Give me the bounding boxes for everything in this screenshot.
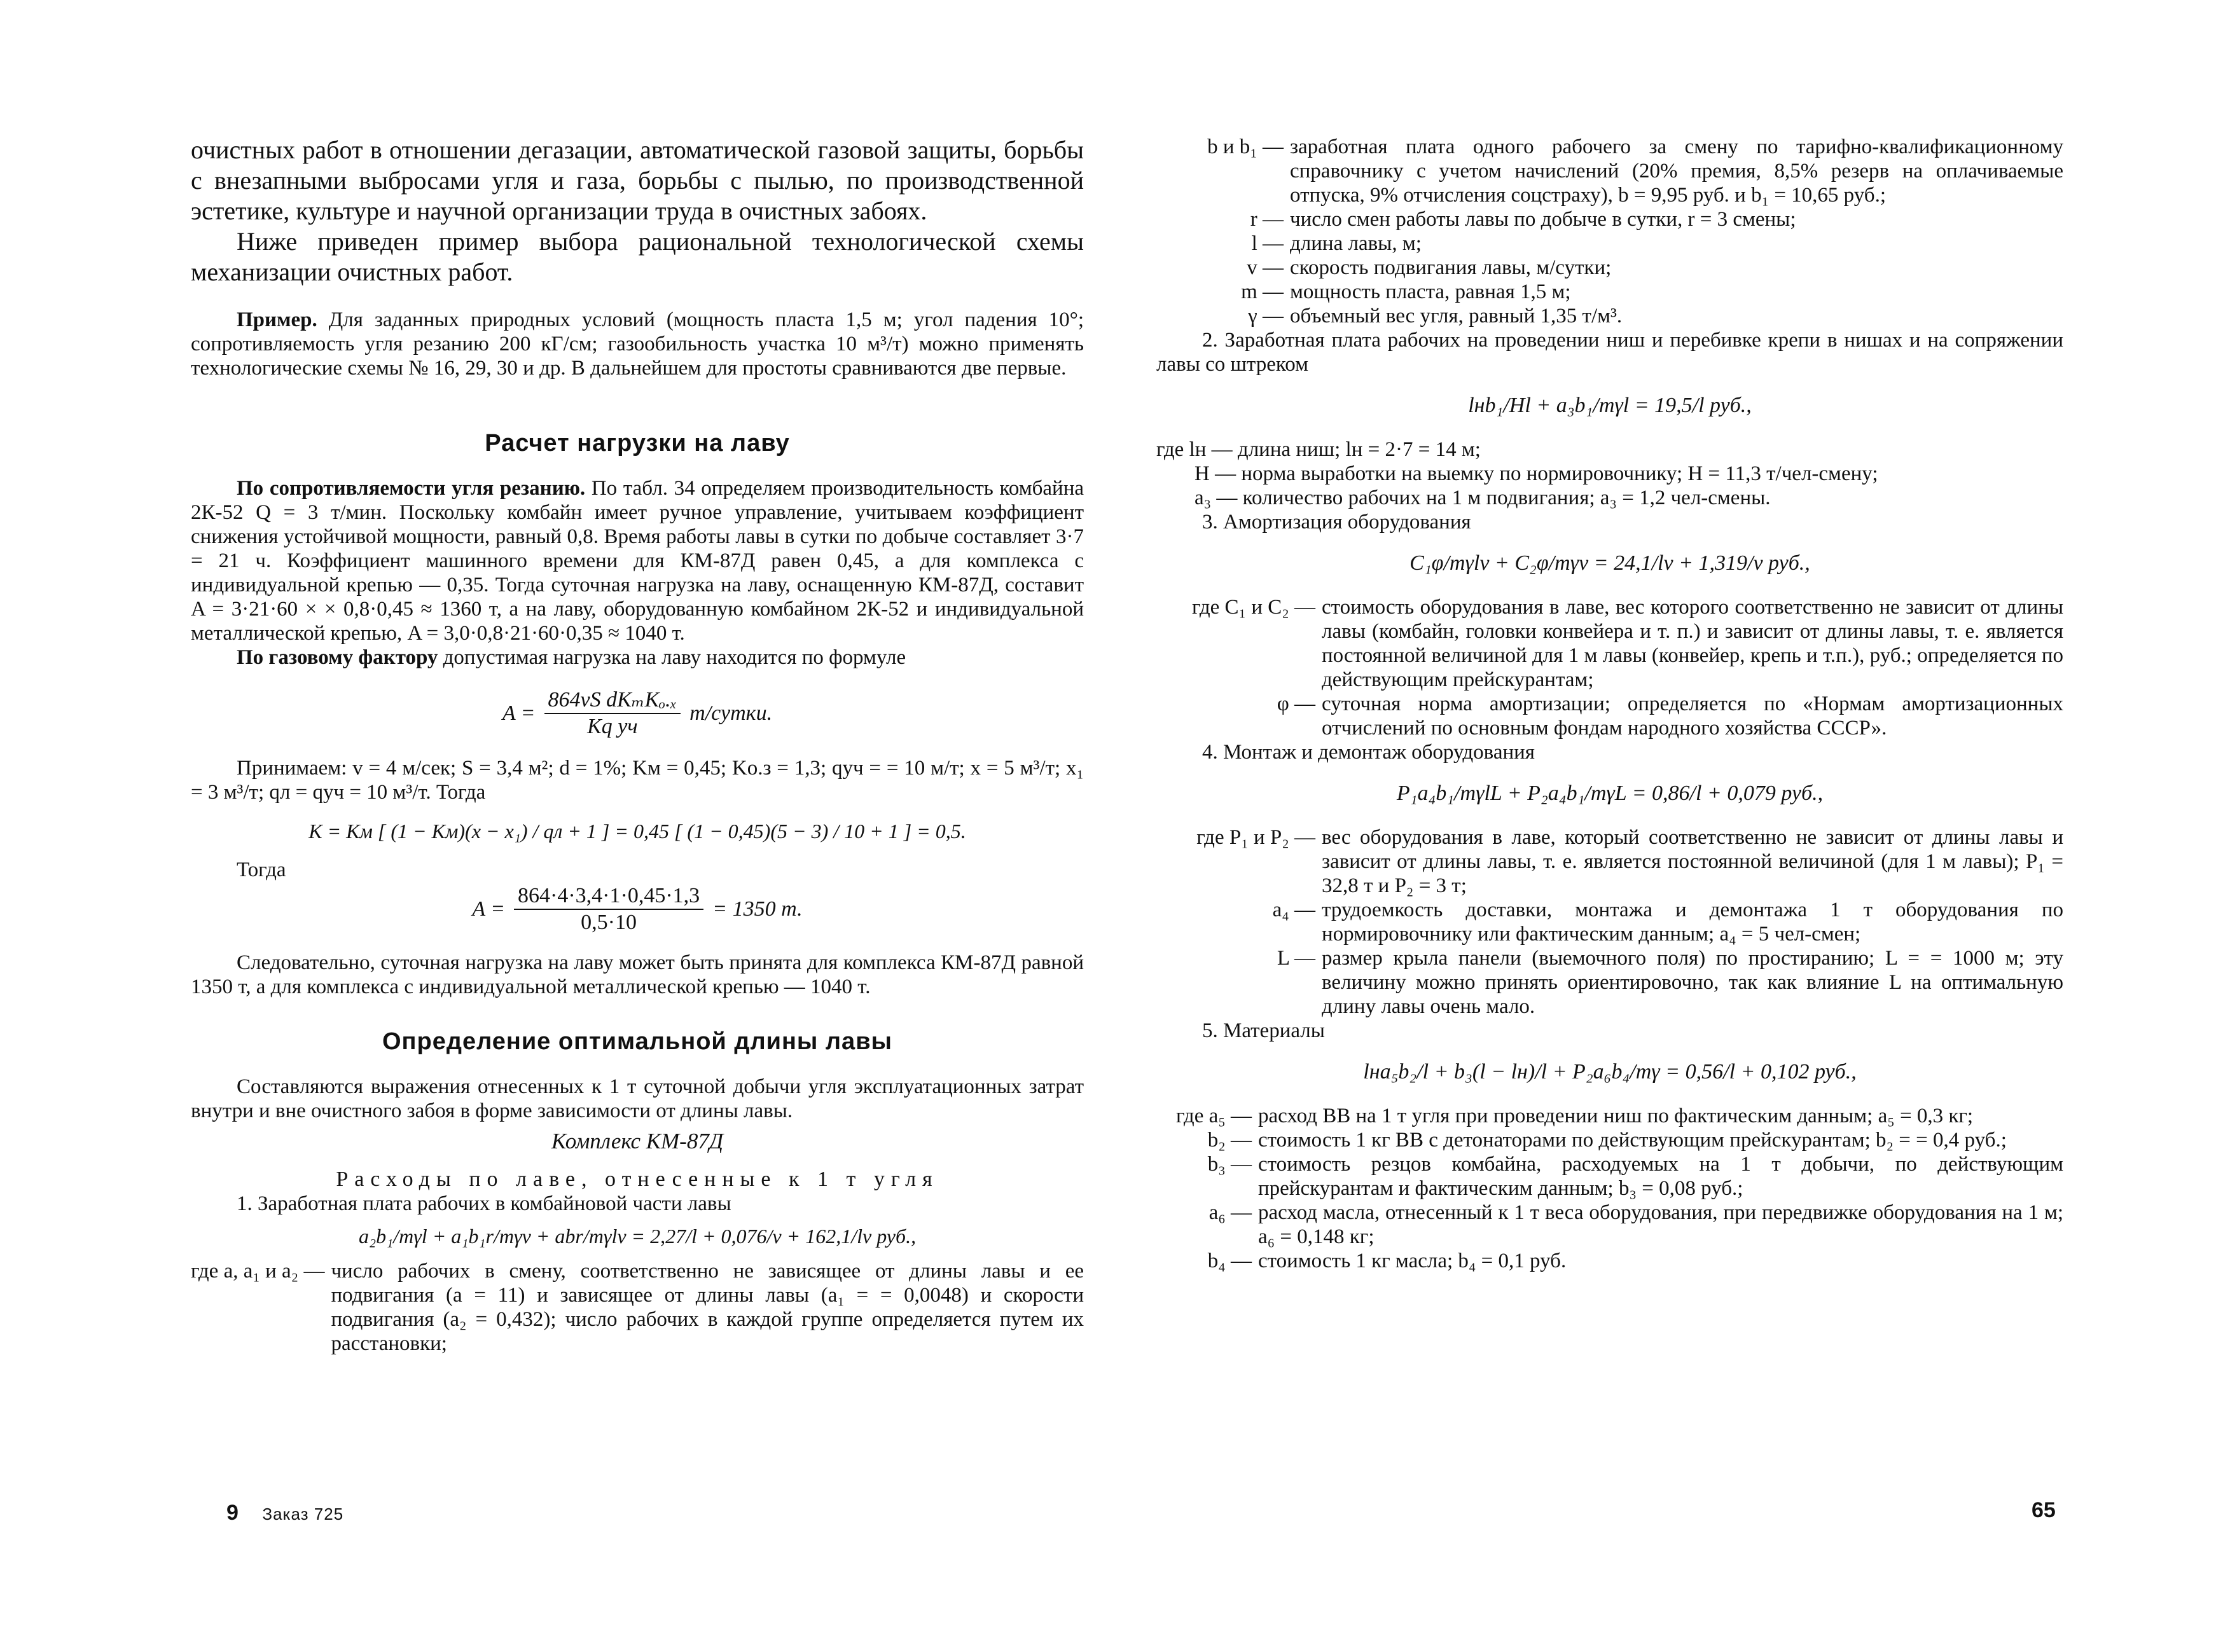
definition-item <box>1156 1128 2063 1152</box>
formula-3: C₁φ/mγlv + C₂φ/mγv = 24,1/lv + 1,319/v руб., <box>1409 551 1810 575</box>
formula-a <box>191 687 1084 740</box>
heading-optimal-length: Определение оптимальной длины лавы <box>382 1028 892 1055</box>
formula-4: P₁a₄b₁/mγlL + P₂a₄b₁/mγL = 0,86/l + 0,079 руб., <box>1396 781 1824 805</box>
definition-text: стоимость 1 кг ВВ с детонаторами по действующим прейскурантам; b₂ = = 0,4 руб.; <box>1258 1129 2007 1152</box>
example-paragraph <box>191 308 1084 380</box>
example-text: Для заданных природных условий (мощность пласта 1,5 м; угол падения 10°; сопротивляемость угля резанию 200 кГ/см; газообильность участка 10 м³/т) можно применять технологические схемы № 16, 29, 30 и др. В дальнейшем для простоты сравниваются две первые. <box>191 308 1084 380</box>
definition-item <box>1156 595 2063 692</box>
definition-text: стоимость резцов комбайна, расходуемых на 1 т добычи, по действующим прейскурантам и фактическим данным; b₃ = 0,08 руб.; <box>1258 1153 2063 1200</box>
definition-text: мощность пласта, равная 1,5 м; <box>1290 280 1571 303</box>
where-1-text: число рабочих в смену, соответственно не зависящее от длины лавы и ее подвигания (a = 11) и зависящее от длины лавы (a₁ = = 0,0048) и скорости подвигания (a₂ = 0,432); число рабочих в каждой группе определяется путем их расстановки; <box>331 1260 1084 1355</box>
definitions-4 <box>1156 825 2063 1019</box>
definition-text: заработная плата одного рабочего за смену по тарифно-квалификационному справочнику с учетом начислений (20% премия, 8,5% резерв на оплачиваемые отпуска, 9% отчисления соцстраху), b = 9,95 руб. и b₁ = 10,65 руб.; <box>1290 135 2063 207</box>
definition-term: v — <box>1247 256 1284 279</box>
heading-load-calc: Расчет нагрузки на лаву <box>485 430 790 457</box>
right-column <box>1156 135 2063 1273</box>
where-2 <box>1156 437 2063 510</box>
signature-mark: Заказ 725 <box>262 1504 344 1524</box>
definition-text: объемный вес угля, равный 1,35 т/м³. <box>1290 305 1623 327</box>
definition-term: L — <box>1277 947 1315 970</box>
definition-term: m — <box>1241 280 1284 303</box>
definition-term: l — <box>1251 232 1284 255</box>
definition-term: a₄ — <box>1272 898 1315 921</box>
definition-term: r — <box>1250 208 1284 231</box>
formula-a2-lhs: A = <box>472 897 506 921</box>
formula-a2-numerator: 864·4·3,4·1·0,45·1,3 <box>514 883 703 910</box>
intro-paragraph-1: очистных работ в отношении дегазации, автоматической газовой защиты, борьбы с внезапными выбросами угля и газа, борьбы с пылью, по производственной эстетике, культуре и научной организации труда в очистных забоях. <box>191 135 1084 225</box>
definition-item <box>1156 280 2063 304</box>
formula-a2-denominator: 0,5·10 <box>581 911 637 934</box>
left-column <box>191 135 1084 1356</box>
formula-a-numerator: 864vS dKₘKₒ.ₓ <box>544 687 681 714</box>
gas-factor-text: допустимая нагрузка на лаву находится по формуле <box>443 646 906 669</box>
where-1-term: где a, a₁ и a₂ — <box>191 1260 325 1283</box>
definition-item <box>1156 304 2063 328</box>
item-3: 3. Амортизация оборудования <box>1202 511 1471 533</box>
accept-paragraph: Принимаем: v = 4 м/сек; S = 3,4 м²; d = 1%; Kм = 0,45; Kо.з = 1,3; qуч = = 10 м/т; x = 5 м³/т; x₁ = 3 м³/т; qл = qуч = 10 м³/т. Тогда <box>191 757 1084 804</box>
definition-text: скорость подвигания лавы, м/сутки; <box>1290 256 1612 279</box>
definitions-3 <box>1156 595 2063 740</box>
example-label: Пример. <box>237 308 317 331</box>
cut-resistance-label: По сопротивляемости угля резанию. <box>237 477 586 500</box>
intro-paragraph-2: Ниже приведен пример выбора рациональной технологической схемы механизации очистных работ. <box>191 227 1084 286</box>
definition-item <box>1156 825 2063 898</box>
where-2-line: H — норма выработки на выемку по нормировочнику; H = 11,3 т/чел-смену; <box>1195 462 1878 485</box>
definition-item <box>1156 1152 2063 1201</box>
definition-text: число смен работы лавы по добыче в сутки, r = 3 смены; <box>1290 208 1796 231</box>
definition-term: γ — <box>1248 305 1284 327</box>
then-label: Тогда <box>237 858 286 881</box>
costs-heading: Расходы по лаве, отнесенные к 1 т угля <box>336 1167 939 1191</box>
definition-text: вес оборудования в лаве, который соответственно не зависит от длины лавы и зависит от длины лавы, т. е. является постоянной величиной (для 1 м лавы); P₁ = 32,8 т и P₂ = 3 т; <box>1322 826 2063 897</box>
definition-item <box>1156 1201 2063 1249</box>
formula-a-denominator: Kq уч <box>587 715 638 738</box>
complex-label: Комплекс КМ-87Д <box>551 1129 724 1153</box>
definition-item <box>1156 207 2063 231</box>
where-1 <box>191 1259 1084 1356</box>
definition-text: трудоемкость доставки, монтажа и демонтажа 1 т оборудования по нормировочнику или фактическим данным; a₄ = 5 чел-смен; <box>1322 898 2063 946</box>
definition-text: стоимость 1 кг масла; b₄ = 0,1 руб. <box>1258 1249 1567 1272</box>
item-1: 1. Заработная плата рабочих в комбайновой части лавы <box>237 1192 731 1215</box>
conclusion-paragraph: Следовательно, суточная нагрузка на лаву может быть принята для комплекса КМ-87Д равной 1350 т, а для комплекса с индивидуальной металлической крепью — 1040 т. <box>191 951 1084 998</box>
formula-2: lнb₁/Hl + a₃b₁/mγl = 19,5/l руб., <box>1468 394 1752 417</box>
gas-factor-label: По газовому фактору <box>237 646 438 669</box>
item-5: 5. Материалы <box>1202 1019 1325 1042</box>
formula-k: K = Kм [ (1 − Kм)(x − x₁) / qл + 1 ] = 0,45 [ (1 − 0,45)(5 − 3) / 10 + 1 ] = 0,5. <box>308 820 966 843</box>
definition-item <box>1156 1249 2063 1273</box>
definition-term: a₆ — <box>1208 1201 1252 1224</box>
definition-term: где P₁ и P₂ — <box>1196 826 1315 849</box>
folio-right: 65 <box>2032 1498 2056 1522</box>
item-2: 2. Заработная плата рабочих на проведении ниш и перебивке крепи в нишах и на сопряжении лавы со штреком <box>1156 329 2063 376</box>
definition-term: b₄ — <box>1207 1249 1252 1272</box>
page-number-right <box>2032 1498 2056 1523</box>
formula-a-lhs: A = <box>502 701 536 725</box>
formula-1: a₂b₁/mγl + a₁b₁r/mγv + abr/mγlv = 2,27/l + 0,076/v + 162,1/lv руб., <box>358 1225 917 1248</box>
definition-text: суточная норма амортизации; определяется по «Нормам амортизационных отчислений по основным фондам народного хозяйства СССР». <box>1322 692 2063 740</box>
definition-item <box>1156 231 2063 256</box>
definitions-5 <box>1156 1104 2063 1273</box>
gas-factor-paragraph <box>191 645 1084 670</box>
definition-item <box>1156 1104 2063 1128</box>
formula-a2-rhs: = 1350 т. <box>712 897 803 921</box>
definition-item <box>1156 946 2063 1019</box>
formula-a-fraction <box>544 687 681 740</box>
where-2-line: где lн — длина ниш; lн = 2·7 = 14 м; <box>1156 438 1481 461</box>
definition-text: расход масла, отнесенный к 1 т веса оборудования, при передвижке оборудования на 1 м; a₆ = 0,148 кг; <box>1258 1201 2063 1248</box>
definition-item <box>1156 135 2063 207</box>
formula-a2-fraction <box>514 883 703 935</box>
definition-item <box>1156 256 2063 280</box>
cut-resistance-text: По табл. 34 определяем производительность комбайна 2К-52 Q = 3 т/мин. Поскольку комбайн имеет ручное управление, учитываем коэффициент снижения устойчивой мощности, равный 0,8. Время работы лавы в сутки по добыче составляет 3·7 = 21 ч. Коэффициент машинного времени для КМ-87Д равен 0,45, а для комплекса с индивидуальной крепью — 0,35. Тогда суточная нагрузка на лаву, оснащенную КМ-87Д, составит A = 3·21·60 × × 0,8·0,45 ≈ 1360 т, а на лаву, оборудованную комбайном 2К-52 и индивидуальной металлической крепью, A = 3,0·0,8·21·60·0,35 ≈ 1040 т. <box>191 477 1084 645</box>
formula-a2 <box>191 883 1084 935</box>
definition-term: b₂ — <box>1207 1129 1252 1152</box>
definitions-top <box>1156 135 2063 328</box>
definition-item <box>1156 692 2063 740</box>
definition-text: длина лавы, м; <box>1290 232 1422 255</box>
definition-text: стоимость оборудования в лаве, вес которого соответственно не зависит от длины лавы (комбайн, головки конвейера и т. п.) и зависит от длины лавы, т. е. является постоянной величиной для 1 м лавы (конвейер, крепь и т.п.), руб.; определяется по действующим прейскурантам; <box>1322 596 2063 691</box>
definition-term: φ — <box>1277 692 1315 715</box>
definition-term: b₃ — <box>1207 1153 1252 1176</box>
definition-term: где a₅ — <box>1176 1105 1252 1127</box>
item-4: 4. Монтаж и демонтаж оборудования <box>1202 741 1535 764</box>
cut-resistance-paragraph <box>191 476 1084 645</box>
definition-term: b и b₁ — <box>1207 135 1284 158</box>
definition-term: где C₁ и C₂ — <box>1191 596 1315 619</box>
formula-a-unit: т/сутки. <box>689 701 773 725</box>
page-number-left <box>226 1501 343 1525</box>
formula-5: lнa₅b₂/l + b₃(l − lн)/l + P₂a₆b₄/mγ = 0,56/l + 0,102 руб., <box>1363 1060 1857 1084</box>
definition-text: расход ВВ на 1 т угля при проведении ниш по фактическим данным; a₅ = 0,3 кг; <box>1258 1105 1974 1127</box>
definition-text: размер крыла панели (выемочного поля) по простиранию; L = = 1000 м; эту величину можно принять ориентировочно, так как влияние L на оптимальную длину лавы очень мало. <box>1322 947 2063 1018</box>
expressions-paragraph: Составляются выражения отнесенных к 1 т суточной добычи угля эксплуатационных затрат внутри и вне очистного забоя в форме зависимости от длины лавы. <box>191 1075 1084 1122</box>
folio-left: 9 <box>226 1501 239 1525</box>
definition-item <box>1156 898 2063 946</box>
where-2-line: a₃ — количество рабочих на 1 м подвигания; a₃ = 1,2 чел-смены. <box>1195 486 1771 509</box>
